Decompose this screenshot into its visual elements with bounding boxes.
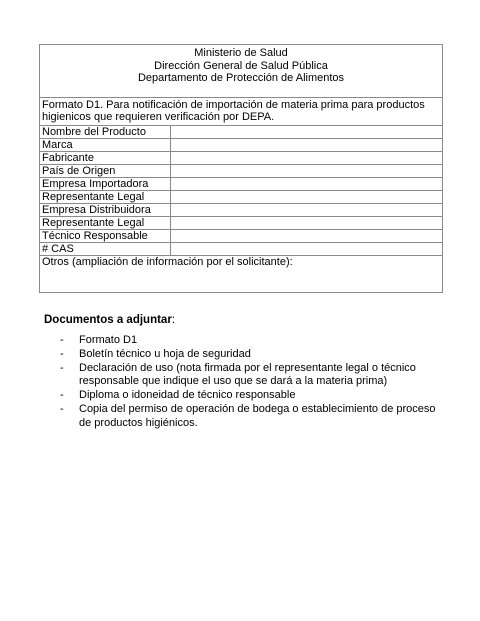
field-label: Empresa Distribuidora	[40, 204, 171, 217]
documents-title-colon: :	[171, 314, 176, 326]
field-row	[40, 243, 443, 256]
header-row	[40, 45, 443, 98]
documents-list	[60, 334, 450, 431]
field-label: Representante Legal	[40, 191, 171, 204]
field-row	[40, 217, 443, 230]
field-row	[40, 191, 443, 204]
field-value[interactable]	[171, 178, 443, 191]
document-item-text: Boletín técnico u hoja de seguridad	[79, 347, 251, 360]
field-row	[40, 204, 443, 217]
document-item	[60, 403, 450, 431]
field-row	[40, 165, 443, 178]
field-value[interactable]	[171, 230, 443, 243]
field-value[interactable]	[171, 126, 443, 139]
field-label: Nombre del Producto	[40, 126, 171, 139]
notification-form-table	[39, 44, 443, 293]
field-value[interactable]	[171, 204, 443, 217]
field-value[interactable]	[171, 165, 443, 178]
field-row	[40, 230, 443, 243]
field-label: # CAS	[40, 243, 171, 256]
bullet-dash: -	[60, 347, 64, 360]
document-item	[60, 334, 450, 348]
document-item-text: Copia del permiso de operación de bodega o establecimiento de proceso de productos higiénicos.	[79, 402, 436, 429]
documents-title-text: Documentos a adjuntar	[44, 314, 172, 326]
document-item-text: Formato D1	[79, 334, 138, 346]
directorate-title: Dirección General de Salud Pública	[154, 59, 328, 72]
field-row	[40, 152, 443, 165]
field-row	[40, 126, 443, 139]
ministry-title: Ministerio de Salud	[194, 47, 288, 59]
field-label: Fabricante	[40, 152, 171, 165]
others-field[interactable]: Otros (ampliación de información por el solicitante):	[40, 256, 443, 293]
field-rows	[40, 126, 443, 256]
document-item-text: Diploma o idoneidad de técnico responsable	[79, 389, 296, 402]
bullet-dash: -	[60, 361, 64, 374]
field-row	[40, 139, 443, 152]
bullet-dash: -	[60, 334, 64, 346]
document-item	[60, 389, 450, 403]
bullet-dash: -	[60, 402, 64, 415]
field-label: Marca	[40, 139, 171, 152]
documents-title	[44, 314, 175, 326]
field-label: Técnico Responsable	[40, 230, 171, 243]
field-value[interactable]	[171, 152, 443, 165]
field-value[interactable]	[171, 191, 443, 204]
bullet-dash: -	[60, 389, 64, 402]
intro-text: Formato D1. Para notificación de importación de materia prima para productos higienicos que requieren verificación por DEPA.	[40, 98, 443, 126]
field-row	[40, 178, 443, 191]
department-title: Departamento de Protección de Alimentos	[137, 72, 345, 84]
document-item	[60, 362, 450, 390]
field-value[interactable]	[171, 217, 443, 230]
field-value[interactable]	[171, 139, 443, 152]
field-label: País de Origen	[40, 165, 171, 178]
intro-row	[40, 98, 443, 126]
field-label: Empresa Importadora	[40, 178, 171, 191]
field-label: Representante Legal	[40, 217, 171, 230]
field-value[interactable]	[171, 243, 443, 256]
document-item-text: Declaración de uso (nota firmada por el representante legal o técnico responsable que indique el uso que se dará a la materia prima)	[79, 361, 416, 388]
header-cell	[40, 45, 443, 98]
others-row	[40, 256, 443, 293]
document-item	[60, 348, 450, 362]
